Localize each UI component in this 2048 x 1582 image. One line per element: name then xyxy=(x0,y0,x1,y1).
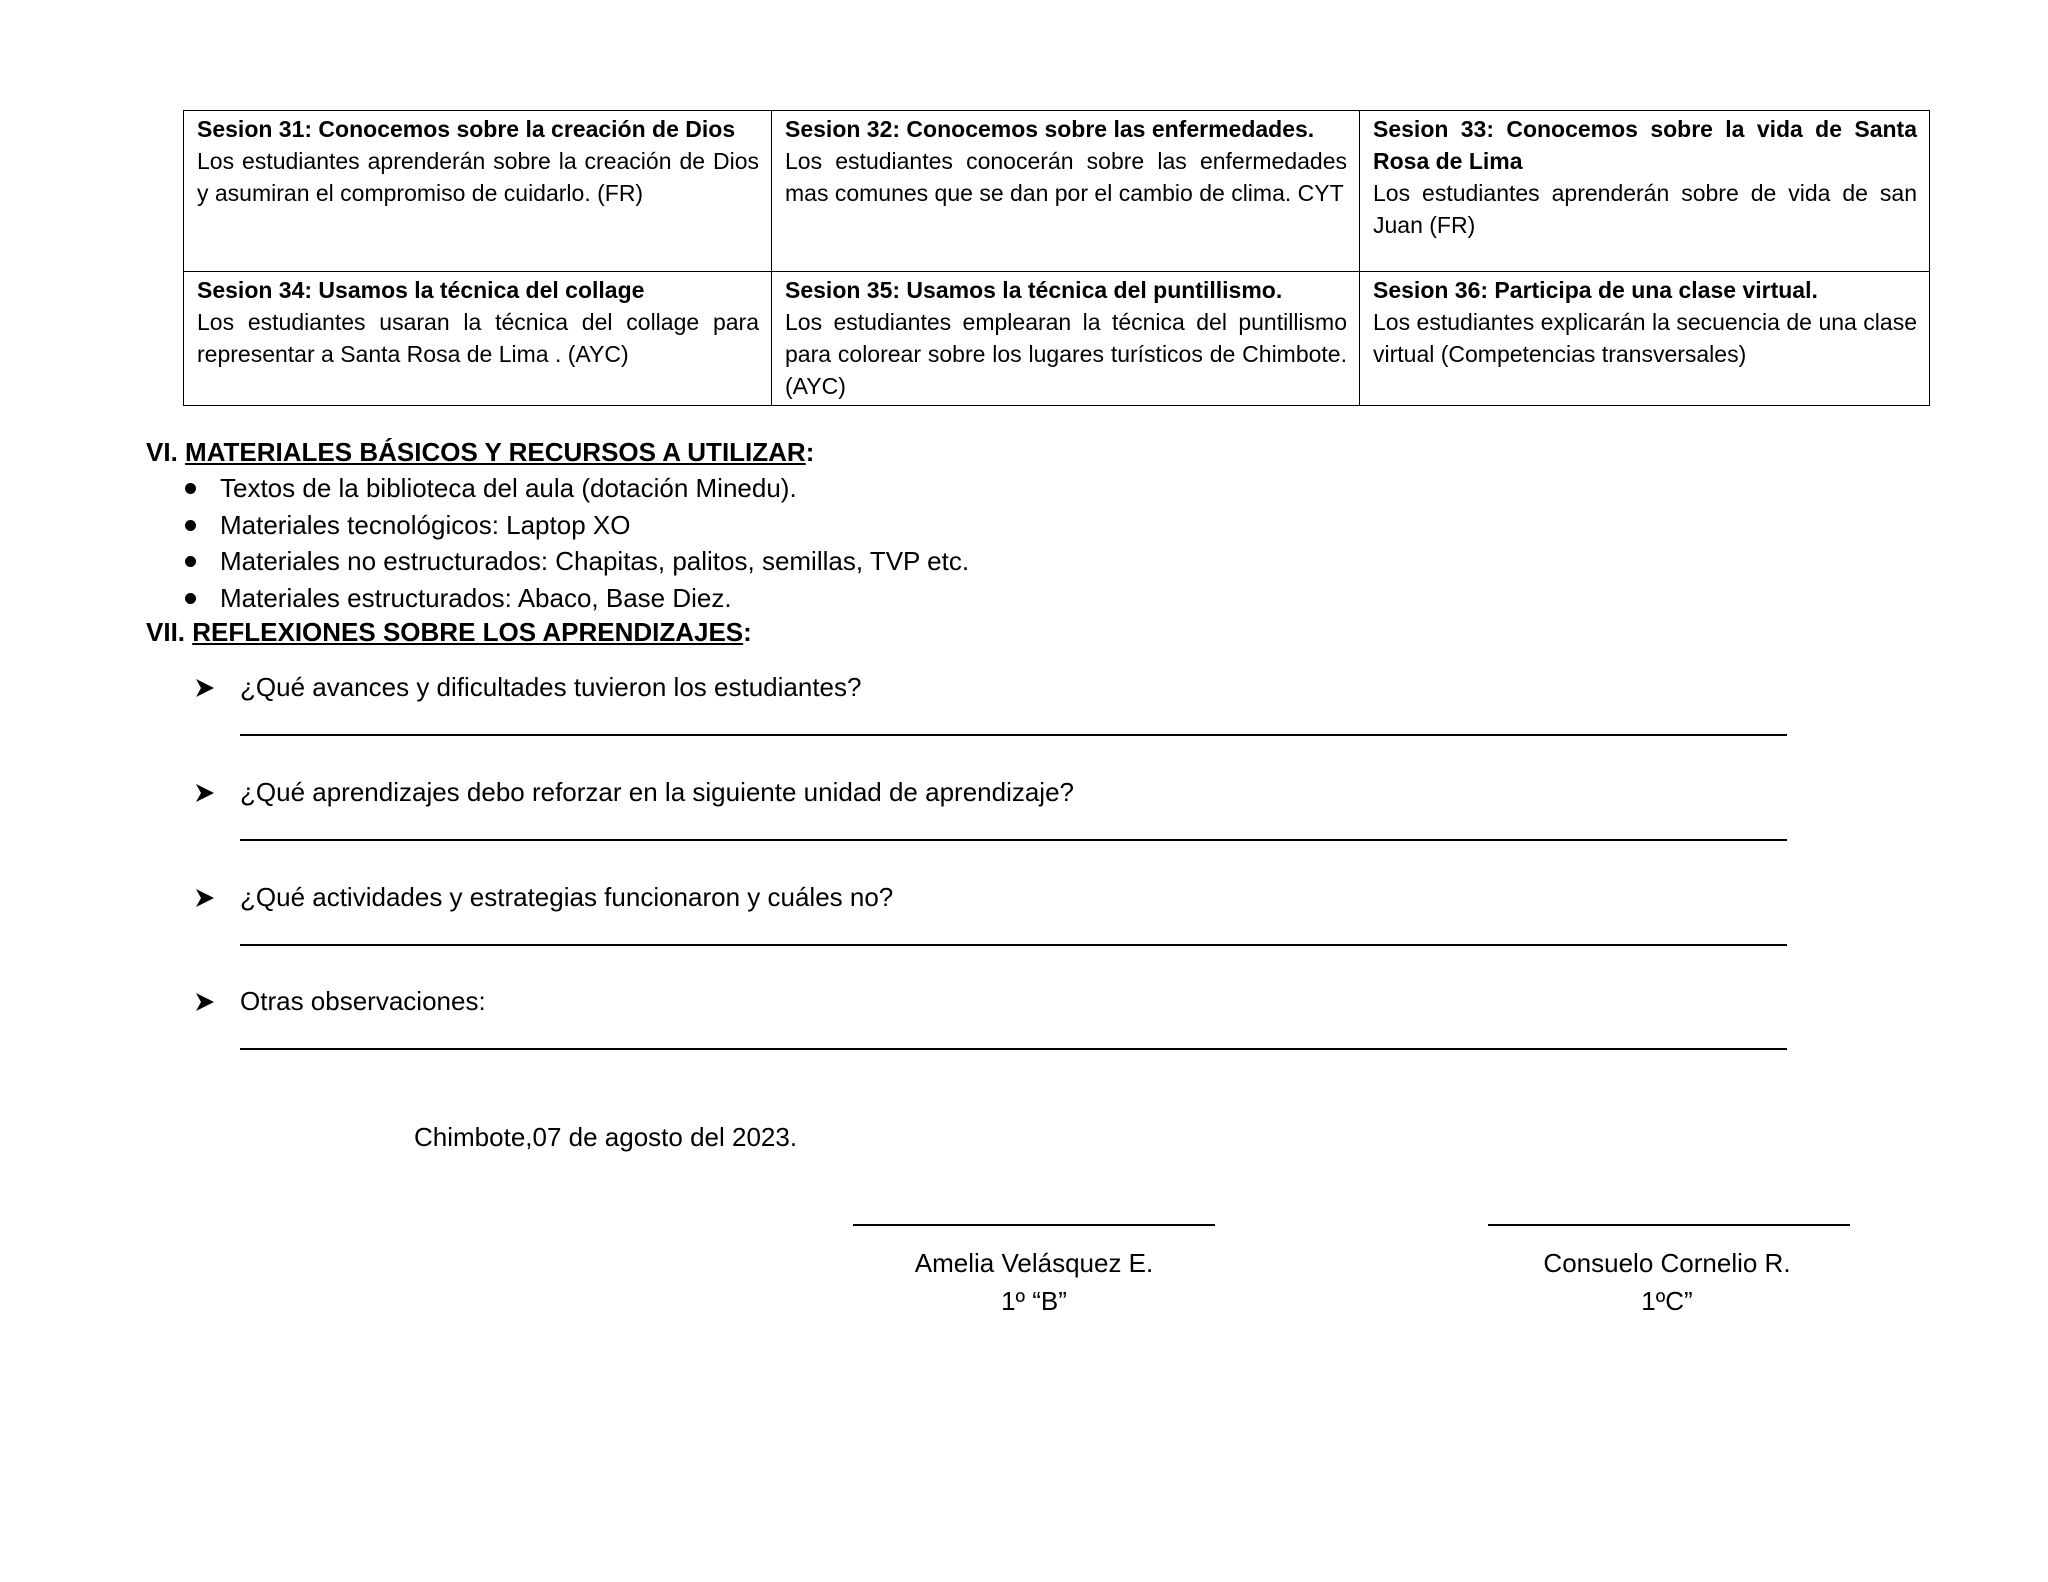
arrow-bullet-icon xyxy=(195,880,217,908)
session-35-cell xyxy=(772,272,1360,406)
sessions-table xyxy=(183,110,1930,406)
session-32-cell xyxy=(772,111,1360,272)
session-description: Los estudiantes aprenderán sobre de vida de san Juan (FR) xyxy=(1373,180,1917,238)
section-title: MATERIALES BÁSICOS Y RECURSOS A UTILIZAR xyxy=(185,437,806,467)
materials-heading xyxy=(146,435,814,469)
bullet-icon xyxy=(185,483,196,494)
answer-line xyxy=(240,1048,1787,1050)
list-item-text: Materiales tecnológicos: Laptop XO xyxy=(220,509,631,540)
arrow-bullet-icon xyxy=(195,984,217,1012)
signatory-name: Amelia Velásquez E. xyxy=(914,1248,1154,1278)
signatory-name: Consuelo Cornelio R. xyxy=(1543,1248,1791,1278)
question-text: ¿Qué aprendizajes debo reforzar en la siguiente unidad de aprendizaje? xyxy=(240,777,1075,807)
session-36-cell xyxy=(1360,272,1930,406)
list-item xyxy=(184,507,969,544)
bullet-icon xyxy=(185,520,196,531)
bullet-icon xyxy=(185,593,196,604)
section-colon: : xyxy=(743,617,752,647)
bullet-icon xyxy=(185,556,196,567)
section-colon: : xyxy=(805,437,815,467)
session-34-cell xyxy=(184,272,772,406)
materials-list xyxy=(184,470,969,616)
session-title: Sesion 36: Participa de una clase virtual. xyxy=(1373,277,1818,303)
session-33-cell xyxy=(1360,111,1930,272)
reflections-heading xyxy=(146,615,752,649)
session-title: Sesion 35: Usamos la técnica del puntillismo. xyxy=(785,277,1283,303)
answer-line xyxy=(240,944,1787,946)
signatory-grade: 1ºC” xyxy=(1641,1286,1693,1316)
session-title: Sesion 31: Conocemos sobre la creación de Dios xyxy=(197,116,736,142)
list-item-text: Materiales estructurados: Abaco, Base Diez. xyxy=(220,582,732,613)
section-number: VI. xyxy=(146,437,178,467)
section-title: REFLEXIONES SOBRE LOS APRENDIZAJES xyxy=(192,617,744,647)
signature-line xyxy=(1488,1224,1850,1226)
session-description: Los estudiantes conocerán sobre las enfermedades mas comunes que se dan por el cambio de clima. CYT xyxy=(785,148,1347,206)
signatory-grade: 1º “B” xyxy=(1001,1286,1067,1316)
list-item-text: Textos de la biblioteca del aula (dotación Minedu). xyxy=(220,473,797,503)
answer-line xyxy=(240,839,1787,841)
session-title: Sesion 33: Conocemos sobre la vida de Santa Rosa de Lima xyxy=(1373,116,1917,174)
question-text: ¿Qué actividades y estrategias funcionaron y cuáles no? xyxy=(240,882,894,912)
question-text: Otras observaciones: xyxy=(240,986,486,1016)
section-number: VII. xyxy=(146,617,186,647)
session-31-cell xyxy=(184,111,772,272)
session-description: Los estudiantes emplearan la técnica del puntillismo para colorear sobre los lugares turísticos de Chimbote. (AYC) xyxy=(785,309,1347,399)
session-title: Sesion 32: Conocemos sobre las enfermedades. xyxy=(785,116,1315,142)
session-description: Los estudiantes usaran la técnica del collage para representar a Santa Rosa de Lima . (AYC) xyxy=(197,309,759,367)
arrow-bullet-icon xyxy=(195,775,217,803)
list-item xyxy=(184,470,969,507)
table-row xyxy=(184,272,1930,406)
signature-line xyxy=(853,1224,1215,1226)
list-item xyxy=(184,580,969,617)
arrow-bullet-icon xyxy=(195,670,217,698)
table-row xyxy=(184,111,1930,272)
session-title: Sesion 34: Usamos la técnica del collage xyxy=(197,277,645,303)
place-date: Chimbote,07 de agosto del 2023. xyxy=(414,1122,798,1152)
session-description: Los estudiantes explicarán la secuencia de una clase virtual (Competencias transversales) xyxy=(1373,309,1917,367)
session-description: Los estudiantes aprenderán sobre la creación de Dios y asumiran el compromiso de cuidarlo. (FR) xyxy=(197,148,759,206)
list-item-text: Materiales no estructurados: Chapitas, palitos, semillas, TVP etc. xyxy=(220,546,970,576)
question-text: ¿Qué avances y dificultades tuvieron los estudiantes? xyxy=(240,672,862,702)
answer-line xyxy=(240,734,1787,736)
list-item xyxy=(184,543,969,580)
